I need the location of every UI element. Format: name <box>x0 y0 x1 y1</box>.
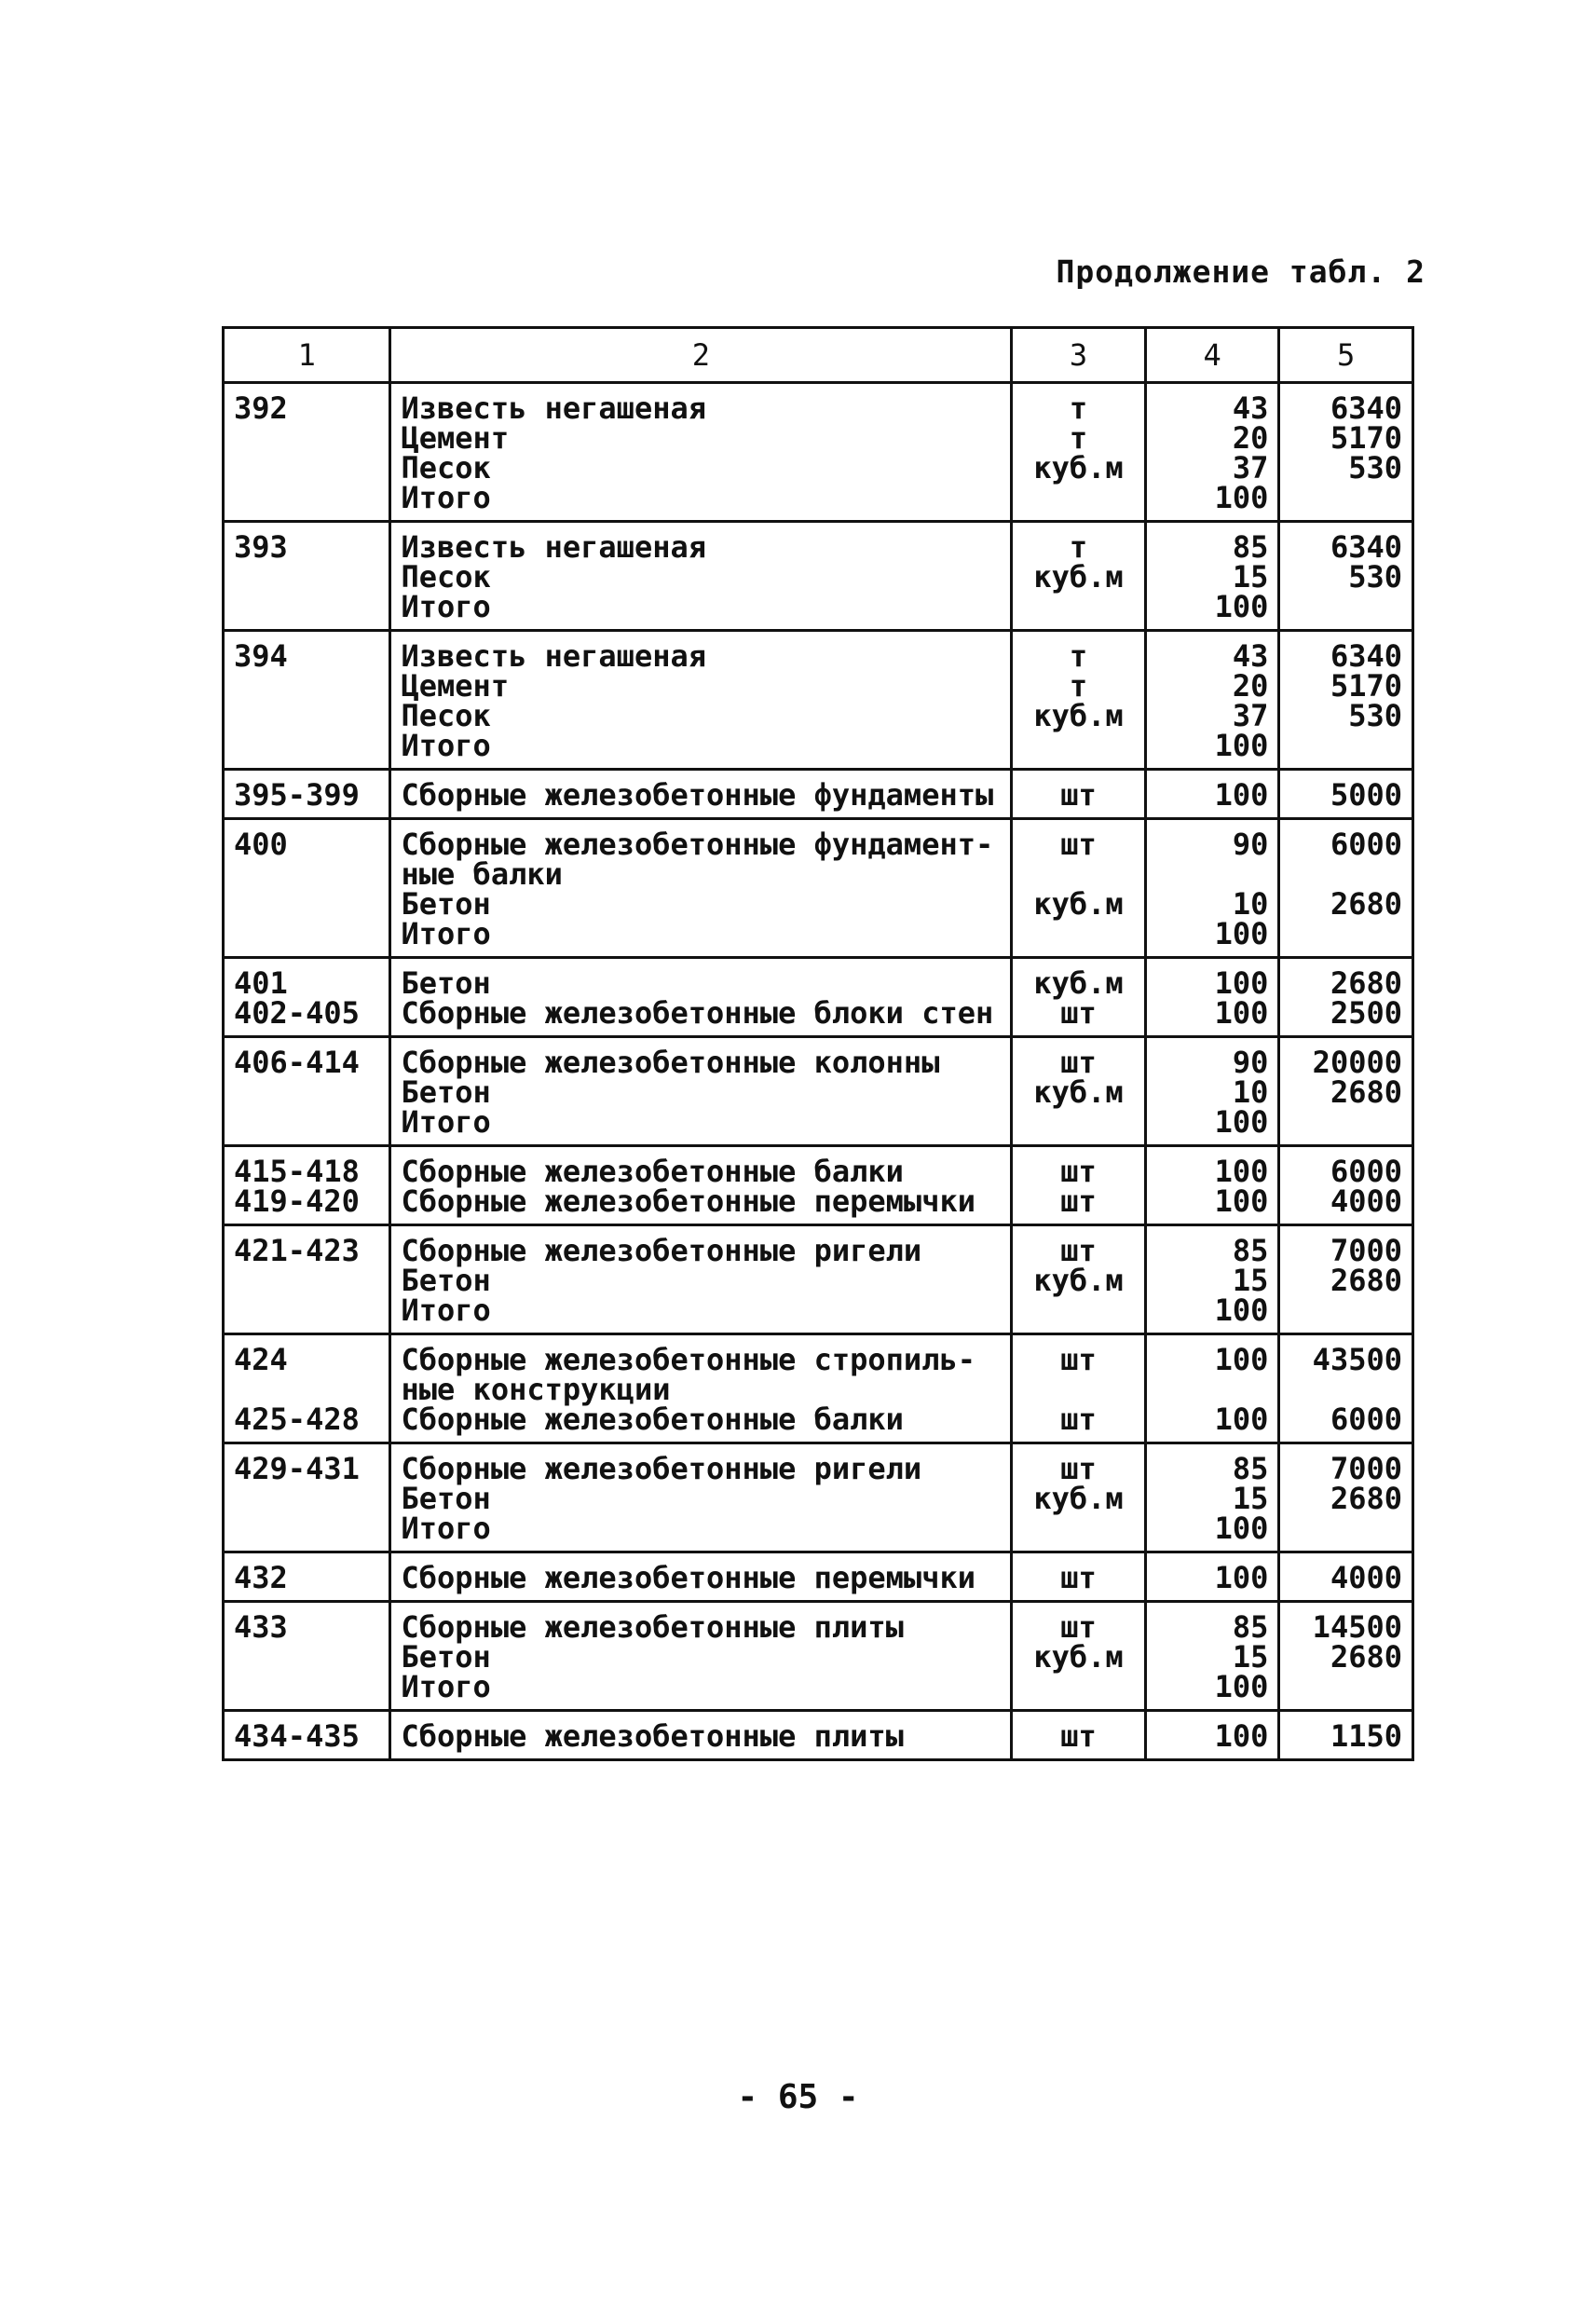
quantity-cell-line <box>1156 1374 1269 1404</box>
quantity-cell-line: 100 <box>1214 1718 1269 1754</box>
header-col-4: 4 <box>1145 328 1279 383</box>
price-cell-line <box>1289 483 1402 513</box>
unit-cell-line <box>1022 1295 1135 1325</box>
price-cell-line <box>1289 1513 1402 1543</box>
unit-cell-line: куб.м <box>1033 965 1124 1001</box>
table-row <box>224 1711 1413 1760</box>
code-cell <box>224 958 390 1037</box>
unit-cell-line: т <box>1069 420 1088 456</box>
table-row <box>224 522 1413 631</box>
name-cell <box>390 631 1012 770</box>
name-cell-line: Песок <box>401 559 491 595</box>
quantity-cell-line: 100 <box>1214 728 1269 763</box>
header-col-1: 1 <box>224 328 390 383</box>
unit-cell-line: шт <box>1060 1045 1097 1080</box>
quantity-cell <box>1145 1146 1279 1225</box>
name-cell <box>390 770 1012 819</box>
unit-cell-line <box>1022 592 1135 622</box>
price-cell-line: 7000 <box>1330 1233 1402 1268</box>
quantity-cell-line: 85 <box>1232 529 1269 565</box>
quantity-cell-line: 100 <box>1214 965 1269 1001</box>
code-cell-line: 429-431 <box>234 1451 360 1486</box>
name-cell-line: Цемент <box>401 668 510 704</box>
price-cell-line: 7000 <box>1330 1451 1402 1486</box>
unit-cell-line: шт <box>1060 1718 1097 1754</box>
quantity-cell-line: 10 <box>1232 1074 1269 1110</box>
price-cell-line: 530 <box>1348 450 1402 485</box>
code-cell <box>224 1225 390 1334</box>
price-cell-line: 2500 <box>1330 995 1402 1031</box>
table-row <box>224 1334 1413 1443</box>
unit-cell-line: т <box>1069 529 1088 565</box>
quantity-cell-line: 100 <box>1214 777 1269 813</box>
quantity-cell-line: 100 <box>1214 480 1269 515</box>
name-cell-line: Сборные железобетонные перемычки <box>401 1183 975 1219</box>
table-row <box>224 819 1413 958</box>
name-cell-line: Сборные железобетонные фундаменты <box>401 777 994 813</box>
price-cell <box>1279 1037 1413 1146</box>
name-cell-line: Сборные железобетонные стропиль- <box>401 1342 975 1377</box>
name-cell <box>390 522 1012 631</box>
code-cell <box>224 522 390 631</box>
price-cell-line <box>1289 1107 1402 1137</box>
name-cell-line: Сборные железобетонные фундамент- <box>401 827 994 862</box>
quantity-cell <box>1145 770 1279 819</box>
header-col-5: 5 <box>1279 328 1413 383</box>
price-cell-line: 4000 <box>1330 1183 1402 1219</box>
code-cell-line: 419-420 <box>234 1183 360 1219</box>
code-cell <box>224 819 390 958</box>
quantity-cell-line: 100 <box>1214 1292 1269 1328</box>
table-row <box>224 1602 1413 1711</box>
unit-cell-line: куб.м <box>1033 1074 1124 1110</box>
name-cell <box>390 1334 1012 1443</box>
name-cell <box>390 1037 1012 1146</box>
price-cell <box>1279 383 1413 522</box>
code-cell <box>224 1037 390 1146</box>
table-row <box>224 1552 1413 1602</box>
name-cell-line: Сборные железобетонные ригели <box>401 1451 922 1486</box>
name-cell-line: Известь негашеная <box>401 390 706 426</box>
name-cell-line: Итого <box>401 1104 491 1140</box>
quantity-cell-line: 100 <box>1214 916 1269 951</box>
code-cell-line: 424 <box>234 1342 288 1377</box>
name-cell <box>390 1146 1012 1225</box>
name-cell <box>390 1552 1012 1602</box>
unit-cell-line <box>1022 1672 1135 1702</box>
name-cell-line: Бетон <box>401 965 491 1001</box>
unit-cell-line: шт <box>1060 827 1097 862</box>
unit-cell-line <box>1022 731 1135 760</box>
name-cell-line: Бетон <box>401 1263 491 1298</box>
price-cell <box>1279 1552 1413 1602</box>
unit-cell-line: куб.м <box>1033 559 1124 595</box>
quantity-cell-line: 90 <box>1232 1045 1269 1080</box>
code-cell <box>224 1146 390 1225</box>
quantity-cell-line: 85 <box>1232 1609 1269 1645</box>
materials-table <box>222 326 1414 1761</box>
code-cell-line: 433 <box>234 1609 288 1645</box>
quantity-cell-line: 43 <box>1232 390 1269 426</box>
quantity-cell-line: 15 <box>1232 1263 1269 1298</box>
unit-cell-line: куб.м <box>1033 1263 1124 1298</box>
price-cell-line: 530 <box>1348 698 1402 733</box>
price-cell-line: 20000 <box>1312 1045 1402 1080</box>
unit-cell-line <box>1022 1374 1135 1404</box>
price-cell-line: 6340 <box>1330 638 1402 674</box>
quantity-cell-line: 20 <box>1232 668 1269 704</box>
price-cell-line: 5000 <box>1330 777 1402 813</box>
page-number: - 65 - <box>737 2078 859 2116</box>
quantity-cell-line: 37 <box>1232 450 1269 485</box>
table-row <box>224 631 1413 770</box>
unit-cell <box>1012 1146 1146 1225</box>
unit-cell-line <box>1022 859 1135 889</box>
code-cell-line: 434-435 <box>234 1718 360 1754</box>
unit-cell-line: шт <box>1060 1609 1097 1645</box>
code-cell-line: 415-418 <box>234 1154 360 1189</box>
name-cell <box>390 1711 1012 1760</box>
name-cell-line: Сборные железобетонные колонны <box>401 1045 940 1080</box>
unit-cell <box>1012 383 1146 522</box>
table-body <box>224 383 1413 1760</box>
code-cell-line: 421-423 <box>234 1233 360 1268</box>
price-cell-line <box>1289 859 1402 889</box>
unit-cell-line <box>1022 919 1135 949</box>
price-cell-line: 2680 <box>1330 965 1402 1001</box>
code-cell-line: 401 <box>234 965 288 1001</box>
name-cell-line: Бетон <box>401 1074 491 1110</box>
price-cell-line: 4000 <box>1330 1560 1402 1595</box>
unit-cell-line: куб.м <box>1033 450 1124 485</box>
price-cell-line: 2680 <box>1330 1481 1402 1516</box>
price-cell-line: 2680 <box>1330 1263 1402 1298</box>
name-cell-line: Бетон <box>401 1481 491 1516</box>
unit-cell-line: шт <box>1060 1233 1097 1268</box>
name-cell-line: Сборные железобетонные блоки стен <box>401 995 994 1031</box>
unit-cell-line: шт <box>1060 1342 1097 1377</box>
unit-cell <box>1012 819 1146 958</box>
quantity-cell-line: 100 <box>1214 1511 1269 1546</box>
unit-cell-line: шт <box>1060 1154 1097 1189</box>
name-cell-line: ные балки <box>401 856 563 892</box>
price-cell <box>1279 522 1413 631</box>
quantity-cell-line: 37 <box>1232 698 1269 733</box>
table-caption: Продолжение табл. 2 <box>1056 253 1425 290</box>
unit-cell <box>1012 770 1146 819</box>
name-cell-line: Песок <box>401 450 491 485</box>
name-cell-line: Сборные железобетонные балки <box>401 1402 904 1437</box>
quantity-cell-line: 10 <box>1232 886 1269 922</box>
quantity-cell-line: 20 <box>1232 420 1269 456</box>
table-row <box>224 958 1413 1037</box>
unit-cell <box>1012 1711 1146 1760</box>
unit-cell-line: куб.м <box>1033 886 1124 922</box>
unit-cell-line <box>1022 1513 1135 1543</box>
quantity-cell <box>1145 1711 1279 1760</box>
unit-cell <box>1012 631 1146 770</box>
code-cell <box>224 1334 390 1443</box>
name-cell-line: Сборные железобетонные перемычки <box>401 1560 975 1595</box>
unit-cell-line: куб.м <box>1033 1639 1124 1675</box>
code-cell <box>224 1443 390 1552</box>
quantity-cell <box>1145 1602 1279 1711</box>
price-cell <box>1279 1146 1413 1225</box>
code-cell-line: 392 <box>234 390 288 426</box>
quantity-cell-line: 43 <box>1232 638 1269 674</box>
price-cell-line <box>1289 919 1402 949</box>
quantity-cell-line: 100 <box>1214 1402 1269 1437</box>
name-cell-line: ные конструкции <box>401 1372 671 1407</box>
quantity-cell <box>1145 631 1279 770</box>
name-cell-line: Сборные железобетонные балки <box>401 1154 904 1189</box>
name-cell-line: Известь негашеная <box>401 529 706 565</box>
quantity-cell-line: 85 <box>1232 1233 1269 1268</box>
price-cell-line: 1150 <box>1330 1718 1402 1754</box>
unit-cell-line: т <box>1069 638 1088 674</box>
quantity-cell <box>1145 819 1279 958</box>
quantity-cell-line: 100 <box>1214 1669 1269 1704</box>
name-cell <box>390 383 1012 522</box>
quantity-cell-line: 100 <box>1214 1154 1269 1189</box>
name-cell-line: Песок <box>401 698 491 733</box>
code-cell-line: 394 <box>234 638 288 674</box>
unit-cell <box>1012 522 1146 631</box>
code-cell-line: 393 <box>234 529 288 565</box>
code-cell-line: 406-414 <box>234 1045 360 1080</box>
quantity-cell <box>1145 1225 1279 1334</box>
quantity-cell-line: 100 <box>1214 995 1269 1031</box>
code-cell-line: 402-405 <box>234 995 360 1031</box>
code-cell <box>224 1602 390 1711</box>
price-cell-line: 14500 <box>1312 1609 1402 1645</box>
table-row <box>224 770 1413 819</box>
name-cell <box>390 1225 1012 1334</box>
unit-cell-line <box>1022 1107 1135 1137</box>
quantity-cell-line: 100 <box>1214 1104 1269 1140</box>
name-cell-line: Итого <box>401 728 491 763</box>
unit-cell <box>1012 1552 1146 1602</box>
name-cell-line: Итого <box>401 1669 491 1704</box>
code-cell-line: 425-428 <box>234 1402 360 1437</box>
quantity-cell <box>1145 522 1279 631</box>
code-cell <box>224 1552 390 1602</box>
price-cell <box>1279 1225 1413 1334</box>
price-cell <box>1279 958 1413 1037</box>
name-cell-line: Сборные железобетонные ригели <box>401 1233 922 1268</box>
name-cell-line: Итого <box>401 1511 491 1546</box>
quantity-cell <box>1145 1334 1279 1443</box>
name-cell <box>390 1602 1012 1711</box>
unit-cell <box>1012 1037 1146 1146</box>
price-cell-line <box>1289 1672 1402 1702</box>
quantity-cell-line: 100 <box>1214 1560 1269 1595</box>
name-cell-line: Бетон <box>401 886 491 922</box>
unit-cell-line: т <box>1069 668 1088 704</box>
price-cell-line: 5170 <box>1330 420 1402 456</box>
quantity-cell <box>1145 958 1279 1037</box>
unit-cell-line: шт <box>1060 995 1097 1031</box>
price-cell-line: 530 <box>1348 559 1402 595</box>
price-cell <box>1279 1334 1413 1443</box>
price-cell-line <box>1289 1295 1402 1325</box>
table-row <box>224 1443 1413 1552</box>
quantity-cell-line: 85 <box>1232 1451 1269 1486</box>
quantity-cell <box>1145 1443 1279 1552</box>
unit-cell-line: т <box>1069 390 1088 426</box>
unit-cell-line: куб.м <box>1033 1481 1124 1516</box>
table-row <box>224 1037 1413 1146</box>
price-cell-line: 2680 <box>1330 1074 1402 1110</box>
code-cell-line <box>234 1374 379 1404</box>
table-row <box>224 383 1413 522</box>
name-cell-line: Сборные железобетонные плиты <box>401 1718 904 1754</box>
name-cell-line: Итого <box>401 480 491 515</box>
table-row <box>224 1225 1413 1334</box>
unit-cell-line: шт <box>1060 1402 1097 1437</box>
price-cell <box>1279 819 1413 958</box>
price-cell-line <box>1289 592 1402 622</box>
header-col-2: 2 <box>390 328 1012 383</box>
price-cell-line <box>1289 731 1402 760</box>
price-cell-line: 2680 <box>1330 886 1402 922</box>
price-cell <box>1279 1602 1413 1711</box>
quantity-cell-line: 15 <box>1232 1481 1269 1516</box>
unit-cell-line: куб.м <box>1033 698 1124 733</box>
name-cell-line: Бетон <box>401 1639 491 1675</box>
quantity-cell-line: 90 <box>1232 827 1269 862</box>
table-row <box>224 1146 1413 1225</box>
name-cell <box>390 958 1012 1037</box>
code-cell-line: 395-399 <box>234 777 360 813</box>
unit-cell-line: шт <box>1060 777 1097 813</box>
quantity-cell-line <box>1156 859 1269 889</box>
unit-cell <box>1012 1225 1146 1334</box>
price-cell <box>1279 1443 1413 1552</box>
price-cell-line: 6000 <box>1330 1154 1402 1189</box>
price-cell <box>1279 770 1413 819</box>
price-cell-line: 43500 <box>1312 1342 1402 1377</box>
quantity-cell-line: 15 <box>1232 1639 1269 1675</box>
unit-cell <box>1012 1602 1146 1711</box>
name-cell-line: Итого <box>401 589 491 624</box>
price-cell-line: 6000 <box>1330 827 1402 862</box>
name-cell-line: Известь негашеная <box>401 638 706 674</box>
code-cell <box>224 1711 390 1760</box>
quantity-cell-line: 100 <box>1214 1183 1269 1219</box>
code-cell-line: 432 <box>234 1560 288 1595</box>
unit-cell-line: шт <box>1060 1451 1097 1486</box>
unit-cell-line: шт <box>1060 1560 1097 1595</box>
code-cell <box>224 770 390 819</box>
header-row <box>224 328 1413 383</box>
quantity-cell <box>1145 383 1279 522</box>
unit-cell <box>1012 1443 1146 1552</box>
quantity-cell <box>1145 1037 1279 1146</box>
name-cell <box>390 819 1012 958</box>
code-cell <box>224 383 390 522</box>
price-cell-line: 5170 <box>1330 668 1402 704</box>
unit-cell-line: шт <box>1060 1183 1097 1219</box>
unit-cell-line <box>1022 483 1135 513</box>
name-cell-line: Итого <box>401 916 491 951</box>
header-col-3: 3 <box>1012 328 1146 383</box>
price-cell-line <box>1289 1374 1402 1404</box>
name-cell-line: Цемент <box>401 420 510 456</box>
price-cell-line: 6340 <box>1330 390 1402 426</box>
name-cell-line: Сборные железобетонные плиты <box>401 1609 904 1645</box>
name-cell-line: Итого <box>401 1292 491 1328</box>
quantity-cell <box>1145 1552 1279 1602</box>
price-cell-line: 6000 <box>1330 1402 1402 1437</box>
unit-cell <box>1012 958 1146 1037</box>
quantity-cell-line: 100 <box>1214 1342 1269 1377</box>
quantity-cell-line: 15 <box>1232 559 1269 595</box>
quantity-cell-line: 100 <box>1214 589 1269 624</box>
name-cell <box>390 1443 1012 1552</box>
price-cell-line: 2680 <box>1330 1639 1402 1675</box>
price-cell-line: 6340 <box>1330 529 1402 565</box>
price-cell <box>1279 1711 1413 1760</box>
code-cell-line: 400 <box>234 827 288 862</box>
code-cell <box>224 631 390 770</box>
price-cell <box>1279 631 1413 770</box>
unit-cell <box>1012 1334 1146 1443</box>
